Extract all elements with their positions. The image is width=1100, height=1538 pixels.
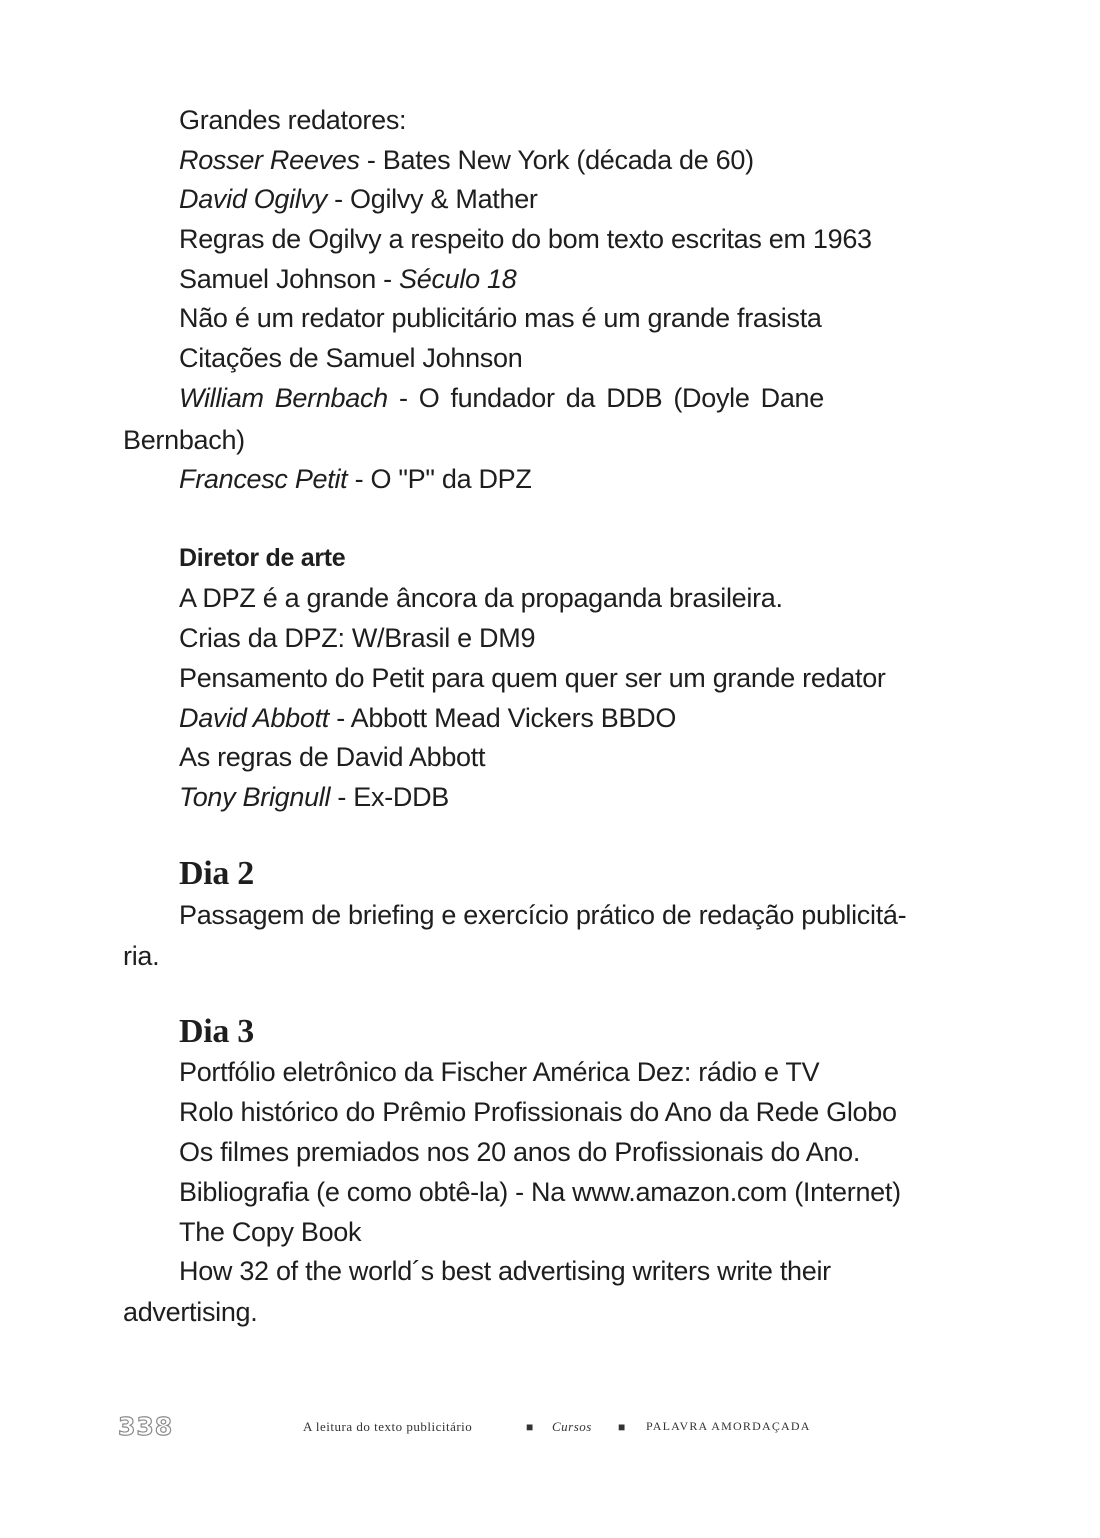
text-line: How 32 of the world´s best advertising writers write their xyxy=(179,1256,831,1286)
text-line: Citações de Samuel Johnson xyxy=(179,343,523,373)
person-name: Tony Brignull xyxy=(179,782,331,812)
person-name: William Bernbach xyxy=(179,383,388,413)
century-note: Século 18 xyxy=(399,264,517,294)
text-line: Bibliografia (e como obtê-la) - Na www.amazon.com (Internet) xyxy=(179,1177,901,1207)
page-number: 338 xyxy=(118,1412,174,1441)
text-line: Não é um redator publicitário mas é um grande frasista xyxy=(179,303,822,333)
section-name: Cursos xyxy=(552,1419,592,1434)
text-line xyxy=(179,459,532,499)
separator-square-icon: ■ xyxy=(526,1420,534,1434)
book-title: A leitura do texto publicitário xyxy=(303,1419,473,1434)
text-line: Rolo histórico do Prêmio Profissionais do Ano da Rede Globo xyxy=(179,1097,897,1127)
section-heading-diretor-de-arte: Diretor de arte xyxy=(179,544,346,572)
text-line-continuation: Bernbach) xyxy=(123,425,245,455)
text-line: Portfólio eletrônico da Fischer América Dez: rádio e TV xyxy=(179,1057,820,1087)
text-line: Regras de Ogilvy a respeito do bom texto escritas em 1963 xyxy=(179,224,872,254)
series-name: PALAVRA AMORDAÇADA xyxy=(646,1419,811,1433)
person-name: Rosser Reeves xyxy=(179,145,360,175)
line-rest: - Bates New York (década de 60) xyxy=(359,145,754,175)
person-name: David Abbott xyxy=(179,703,329,733)
person-name: David Ogilvy xyxy=(179,184,327,214)
person-name: Francesc Petit xyxy=(179,464,348,494)
line-rest: - O "P" da DPZ xyxy=(347,464,532,494)
line-rest: - O fundador da DDB (Doyle Dane xyxy=(387,383,824,413)
text-line-continuation: advertising. xyxy=(123,1297,258,1327)
day-heading-2: Dia 2 xyxy=(179,855,255,892)
text-line xyxy=(179,140,754,180)
line-rest: - Ex-DDB xyxy=(330,782,450,812)
text-line: As regras de David Abbott xyxy=(179,742,486,772)
line-rest: - Abbott Mead Vickers BBDO xyxy=(329,703,677,733)
section-heading-grandes-redatores: Grandes redatores: xyxy=(179,105,407,135)
text-line xyxy=(179,259,516,299)
text-line xyxy=(179,777,449,817)
text-line: Pensamento do Petit para quem quer ser um grande redator xyxy=(179,663,886,693)
text-line-continuation: ria. xyxy=(123,941,160,971)
text-line: The Copy Book xyxy=(179,1217,362,1247)
text-line: Crias da DPZ: W/Brasil e DM9 xyxy=(179,623,536,653)
text-line xyxy=(179,378,824,418)
page-footer xyxy=(118,1412,828,1442)
day-heading-3: Dia 3 xyxy=(179,1013,255,1050)
text-line xyxy=(179,698,676,738)
text-line: Os filmes premiados nos 20 anos do Profissionais do Ano. xyxy=(179,1137,861,1167)
line-start: Samuel Johnson - xyxy=(179,264,400,294)
separator-square-icon: ■ xyxy=(618,1420,626,1434)
text-line: A DPZ é a grande âncora da propaganda brasileira. xyxy=(179,583,783,613)
text-line xyxy=(179,179,538,219)
text-line: Passagem de briefing e exercício prático de redação publicitá- xyxy=(179,900,907,930)
line-rest: - Ogilvy & Mather xyxy=(326,184,538,214)
